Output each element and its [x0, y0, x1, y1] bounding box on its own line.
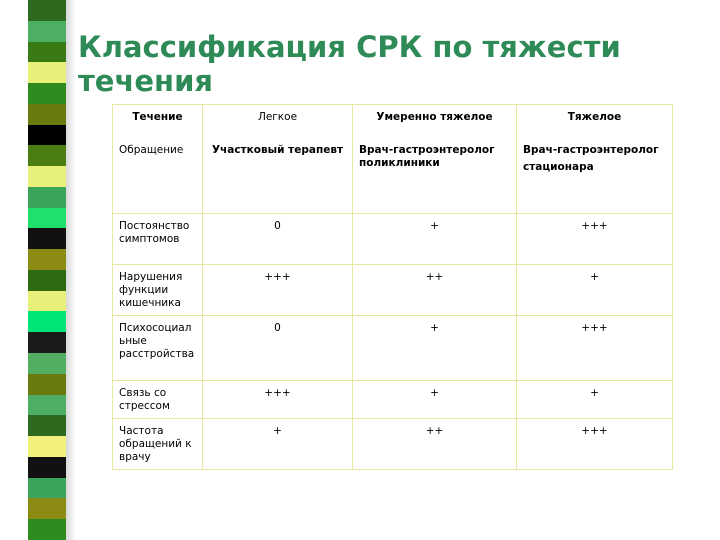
cell-mild: +: [203, 419, 353, 470]
header-moderate-referral: Врач-гастроэнтеролог поликлиники: [359, 144, 495, 169]
row-label: Нарушения функции кишечника: [113, 265, 203, 316]
header-course-label: Течение: [132, 111, 183, 123]
slide-title: Классификация СРК по тяжести течения: [78, 30, 621, 98]
table-row: [113, 265, 673, 316]
stripe-segment: [28, 353, 66, 374]
stripe-segment: [28, 395, 66, 416]
stripe-segment: [28, 21, 66, 42]
header-mild-label: Легкое: [257, 111, 298, 123]
cell-moderate: +: [353, 381, 517, 419]
stripe-segment: [28, 498, 66, 519]
row-label: Частота обращений к врачу: [113, 419, 203, 470]
stripe-segment: [28, 0, 66, 21]
header-severe-label: Тяжелое: [567, 111, 622, 123]
stripe-segment: [28, 125, 66, 146]
cell-moderate: ++: [353, 265, 517, 316]
header-referral-label: Обращение: [119, 144, 184, 156]
stripe-shadow: [66, 0, 76, 540]
cell-severe: +++: [517, 419, 673, 470]
cell-severe: +: [517, 265, 673, 316]
header-mild-referral: Участковый терапевт: [211, 144, 344, 156]
stripe-segment: [28, 374, 66, 395]
stripe-segment: [28, 104, 66, 125]
cell-severe: +++: [517, 316, 673, 381]
header-moderate-label: Умеренно тяжелое: [376, 111, 493, 123]
header-cell-moderate: [353, 105, 517, 214]
cell-severe: +++: [517, 214, 673, 265]
stripe-segment: [28, 249, 66, 270]
stripe-segment: [28, 270, 66, 291]
stripe-segment: [28, 332, 66, 353]
cell-mild: +++: [203, 265, 353, 316]
cell-moderate: ++: [353, 419, 517, 470]
row-label: Постоянство симптомов: [113, 214, 203, 265]
cell-moderate: +: [353, 316, 517, 381]
stripe-segment: [28, 145, 66, 166]
stripe-segment: [28, 83, 66, 104]
table-row: [113, 419, 673, 470]
stripe-segment: [28, 166, 66, 187]
table-row: [113, 381, 673, 419]
header-cell-severe: [517, 105, 673, 214]
stripe-segment: [28, 519, 66, 540]
stripe-segment: [28, 457, 66, 478]
header-severe-referral-line2: стационара: [523, 161, 594, 173]
header-cell-course: [113, 105, 203, 214]
cell-mild: 0: [203, 316, 353, 381]
cell-mild: +++: [203, 381, 353, 419]
stripe-segment: [28, 62, 66, 83]
header-cell-mild: [203, 105, 353, 214]
stripe-segment: [28, 415, 66, 436]
stripe-segment: [28, 208, 66, 229]
decorative-stripe-bar: [28, 0, 66, 540]
row-label: Психосоциальные расстройства: [113, 316, 203, 381]
table-header-row: [113, 105, 673, 214]
stripe-segment: [28, 187, 66, 208]
stripe-segment: [28, 436, 66, 457]
stripe-segment: [28, 311, 66, 332]
row-label: Связь со стрессом: [113, 381, 203, 419]
cell-mild: 0: [203, 214, 353, 265]
table-row: [113, 316, 673, 381]
cell-severe: +: [517, 381, 673, 419]
stripe-segment: [28, 478, 66, 499]
table-row: [113, 214, 673, 265]
classification-table: [112, 104, 673, 470]
stripe-segment: [28, 228, 66, 249]
stripe-segment: [28, 42, 66, 63]
stripe-segment: [28, 291, 66, 312]
header-severe-referral-line1: Врач-гастроэнтеролог: [523, 144, 659, 156]
cell-moderate: +: [353, 214, 517, 265]
